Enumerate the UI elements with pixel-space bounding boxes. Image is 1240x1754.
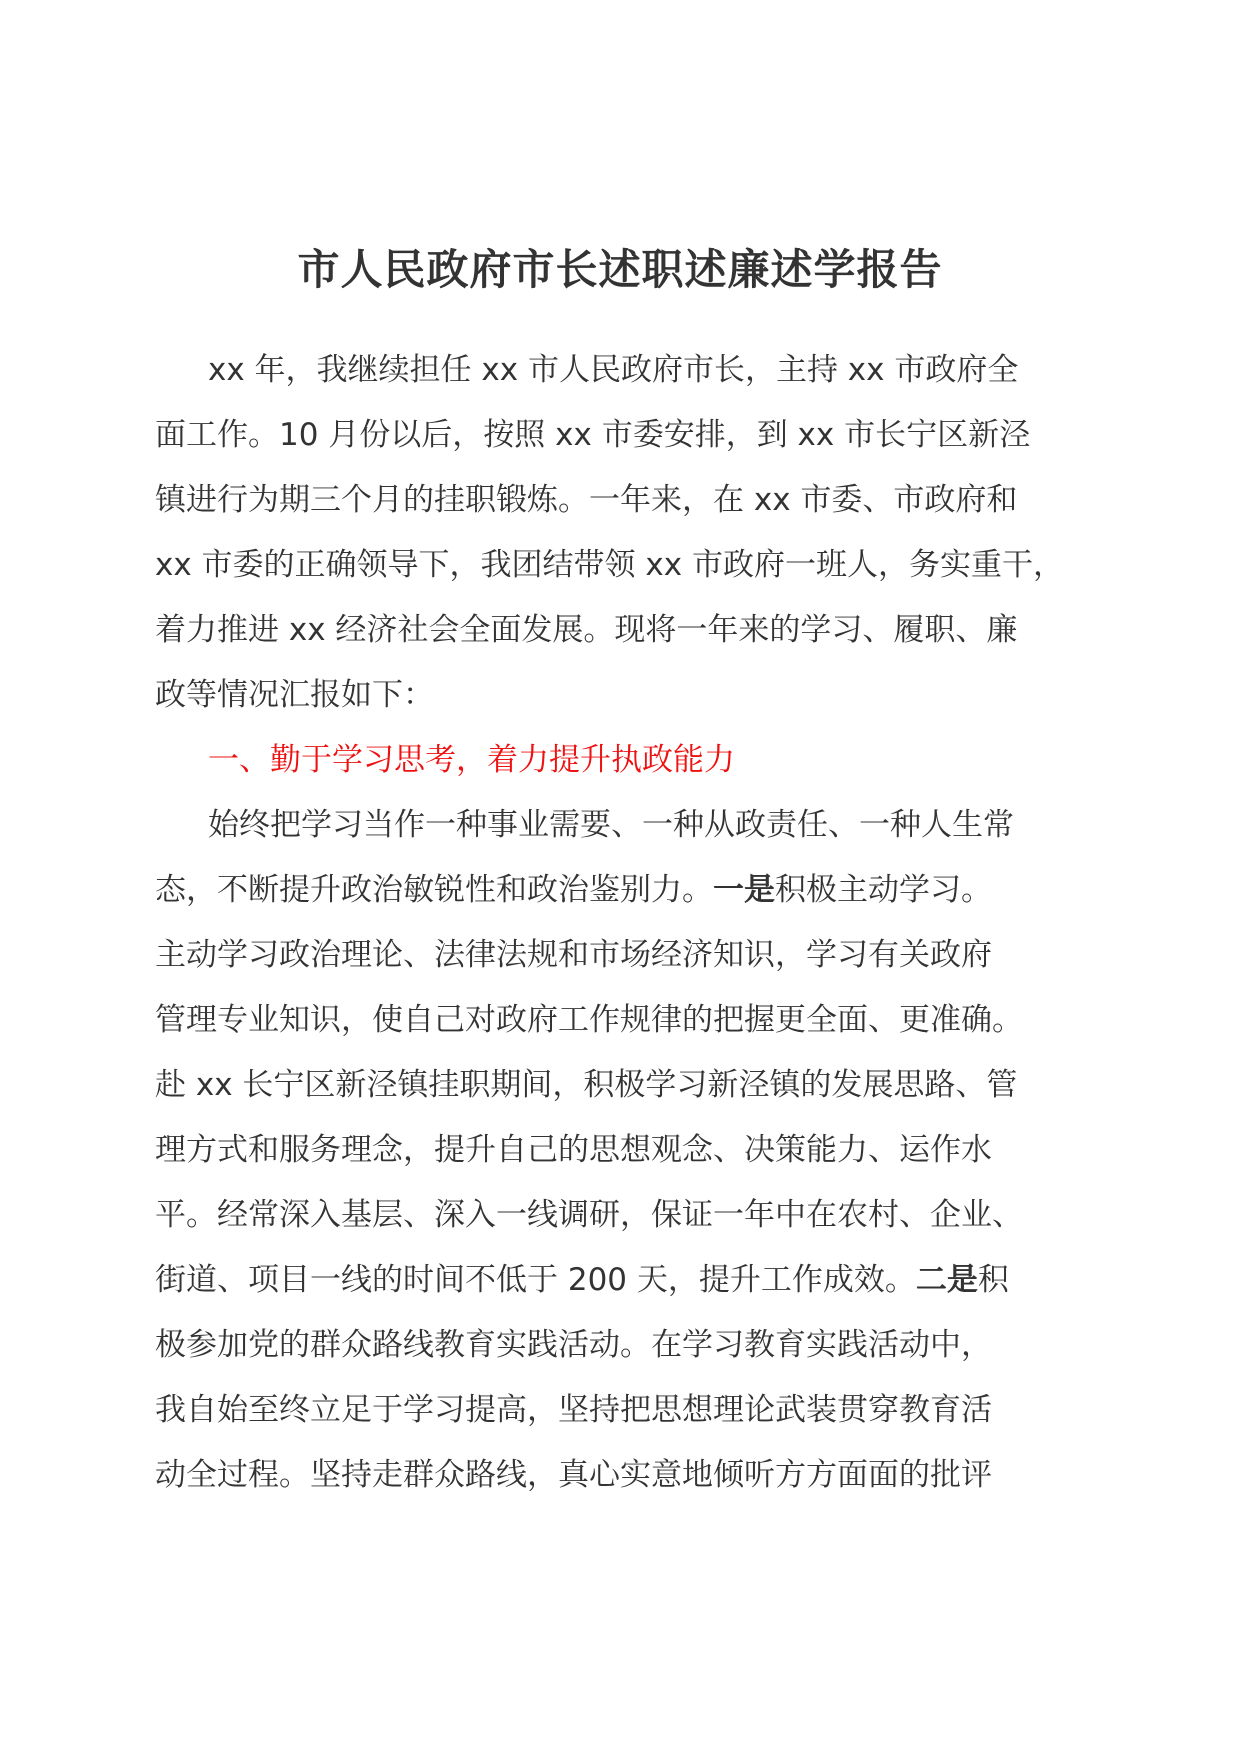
paragraph-line: 面工作。10 月份以后，按照 xx 市委安排，到 xx 市长宁区新泾 bbox=[155, 417, 1031, 453]
line-text: 积 bbox=[977, 1262, 1009, 1298]
point-marker-second: 二是 bbox=[915, 1262, 978, 1298]
paragraph-line: 平。经常深入基层、深入一线调研，保证一年中在农村、企业、 bbox=[155, 1197, 1023, 1233]
paragraph-line: 始终把学习当作一种事业需要、一种从政责任、一种人生常 bbox=[208, 807, 1014, 843]
section-heading: 一、勤于学习思考，着力提升执政能力 bbox=[208, 742, 735, 778]
paragraph-line bbox=[155, 858, 1115, 923]
paragraph-line bbox=[155, 1248, 1115, 1313]
line-text: 态，不断提升政治敏锐性和政治鉴别力。 bbox=[155, 872, 713, 908]
paragraph-line: xx 市委的正确领导下，我团结带领 xx 市政府一班人，务实重干， bbox=[155, 547, 1064, 583]
paragraph-line: 极参加党的群众路线教育实践活动。在学习教育实践活动中， bbox=[155, 1327, 992, 1363]
point-marker-first: 一是 bbox=[713, 872, 775, 908]
line-text: 积极主动学习。 bbox=[775, 872, 992, 908]
paragraph-line: xx 年，我继续担任 xx 市人民政府市长，主持 xx 市政府全 bbox=[208, 352, 1019, 388]
paragraph-line: 主动学习政治理论、法律法规和市场经济知识，学习有关政府 bbox=[155, 937, 992, 973]
paragraph-line: 镇进行为期三个月的挂职锻炼。一年来，在 xx 市委、市政府和 bbox=[155, 482, 1018, 518]
page-title: 市人民政府市长述职述廉述学报告 bbox=[297, 245, 943, 294]
paragraph-line: 理方式和服务理念，提升自己的思想观念、决策能力、运作水 bbox=[155, 1132, 992, 1168]
paragraph-line: 动全过程。坚持走群众路线，真心实意地倾听方方面面的批评 bbox=[155, 1457, 992, 1493]
paragraph-line: 赴 xx 长宁区新泾镇挂职期间，积极学习新泾镇的发展思路、管 bbox=[155, 1067, 1018, 1103]
paragraph-line: 政等情况汇报如下： bbox=[155, 677, 434, 713]
document-body bbox=[155, 338, 1115, 1508]
paragraph-line: 着力推进 xx 经济社会全面发展。现将一年来的学习、履职、廉 bbox=[155, 612, 1018, 648]
line-text: 街道、项目一线的时间不低于 200 天，提升工作成效。 bbox=[155, 1262, 916, 1298]
paragraph-line: 我自始至终立足于学习提高，坚持把思想理论武装贯穿教育活 bbox=[155, 1392, 992, 1428]
paragraph-line: 管理专业知识，使自己对政府工作规律的把握更全面、更准确。 bbox=[155, 1002, 1023, 1038]
